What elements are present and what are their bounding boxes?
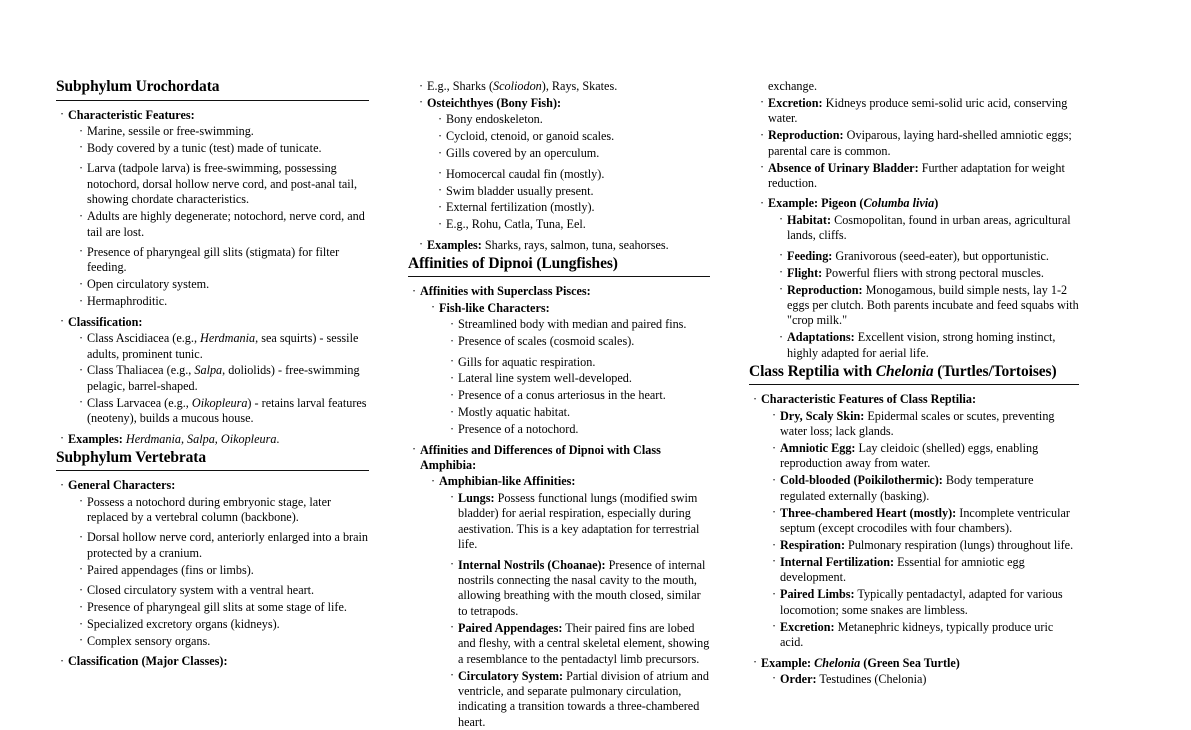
list-item-presence-of-pharyngeal-gill-slits-at-some-st: [79, 600, 369, 615]
list-item-flight: [779, 266, 1079, 281]
bullet-icon: ·: [772, 586, 777, 601]
item-text: Cosmopolitan, found in urban areas, agricultural lands, cliffs.: [787, 212, 1071, 243]
item-text: Lateral line system well-developed.: [458, 371, 632, 386]
bullet-icon: ·: [450, 490, 455, 505]
bullet-icon: ·: [779, 282, 784, 297]
item-label: Habitat:: [787, 212, 832, 227]
item-label: Classification (Major Classes):: [68, 654, 228, 669]
list-item-dry-scaly-skin: [772, 409, 1079, 440]
bullet-icon: ·: [753, 391, 758, 406]
item-label: Examples:: [68, 431, 123, 446]
list-item-example-chelonia-green-sea-turtle: [753, 656, 1079, 688]
item-text: Class Thaliacea (e.g., Salpa, doliolids) - free-swimming pelagic, barrel-shaped.: [87, 363, 360, 393]
bullet-icon: ·: [60, 653, 65, 668]
item-text: Kidneys produce semi-solid uric acid, conserving water.: [768, 95, 1068, 126]
bullet-icon: ·: [450, 620, 455, 635]
item-text: Hermaphroditic.: [87, 294, 168, 309]
list-item-possess-a-notochord-during-embryonic-stage-l: [79, 495, 369, 526]
list-item-paired-appendages: [450, 621, 710, 667]
list-item-exchange: [760, 79, 1079, 94]
list-item-presence-of-a-conus-arteriosus-in-the-heart: [450, 388, 710, 403]
bullet-icon: ·: [438, 183, 443, 198]
item-text: Gills covered by an operculum.: [446, 146, 600, 161]
text-column-3: [738, 78, 1079, 686]
bullet-icon: ·: [79, 494, 84, 509]
bullet-icon: ·: [772, 671, 777, 686]
bullet-icon: ·: [760, 195, 765, 210]
item-text: Possess a notochord during embryonic stage, later replaced by a vertebral column (backbone).: [87, 494, 332, 524]
bullet-icon: ·: [779, 248, 784, 263]
item-text: Adults are highly degenerate; notochord, nerve cord, and tail are lost.: [87, 209, 365, 239]
bullet-icon: ·: [772, 537, 777, 552]
item-text: Class Ascidiacea (e.g., Herdmania, sea squirts) - sessile adults, prominent tunic.: [87, 331, 359, 361]
item-text: Their paired fins are lobed and fleshy, with a central skeletal element, showing a resemblance to the pentadactyl limb precursors.: [458, 620, 710, 666]
bullet-icon: ·: [753, 655, 758, 670]
list-item-general-characters: [60, 478, 369, 649]
list-item-adults-are-highly-degenerate-notochord-nerve: [79, 209, 369, 240]
item-label: Amphibian-like Affinities:: [439, 474, 576, 489]
item-label: Flight:: [787, 265, 823, 280]
bullet-icon: ·: [772, 408, 777, 423]
item-label: Characteristic Features of Class Reptilia:: [761, 392, 977, 407]
list-item-lungs: [450, 491, 710, 553]
list-item-homocercal-caudal-fin-mostly: [438, 167, 710, 182]
item-text: Herdmania, Salpa, Oikopleura.: [125, 431, 280, 446]
item-text: Dorsal hollow nerve cord, anteriorly enlarged into a brain protected by a cranium.: [87, 530, 369, 560]
list-item-habitat: [779, 213, 1079, 244]
bullet-list-level-2: [420, 474, 710, 730]
item-text: Typically pentadactyl, adapted for various locomotion; some snakes are limbless.: [780, 587, 1063, 617]
bullet-icon: ·: [419, 95, 424, 110]
item-text: Presence of scales (cosmoid scales).: [458, 334, 635, 349]
bullet-list-level-3: [439, 317, 710, 437]
bullet-icon: ·: [450, 316, 455, 331]
list-item-hermaphroditic: [79, 294, 369, 309]
bullet-list-level-2: [68, 495, 369, 650]
list-item-amphibian-like-affinities: [431, 474, 710, 730]
list-item-e-g-rohu-catla-tuna-eel: [438, 217, 710, 232]
item-label: Three-chambered Heart (mostly):: [780, 505, 957, 520]
bullet-icon: ·: [450, 354, 455, 368]
item-label: Adaptations:: [787, 330, 855, 345]
list-item-presence-of-scales-cosmoid-scales: [450, 334, 710, 349]
bullet-icon: ·: [79, 582, 84, 597]
item-text: Cycloid, ctenoid, or ganoid scales.: [446, 129, 615, 144]
bullet-list-level-1: [56, 108, 369, 447]
bullet-icon: ·: [79, 244, 84, 259]
bullet-icon: ·: [450, 333, 455, 348]
bullet-icon: ·: [760, 160, 765, 175]
list-item-adaptations: [779, 330, 1079, 361]
item-text: Body covered by a tunic (test) made of tunicate.: [87, 140, 322, 155]
item-text: Essential for amniotic egg development.: [780, 554, 1025, 585]
item-text: Epidermal scales or scutes, preventing water loss; lack glands.: [780, 408, 1055, 439]
heading-underline-rule: [408, 276, 710, 277]
list-item-classification: [60, 315, 369, 427]
item-label: Osteichthyes (Bony Fish):: [427, 95, 562, 110]
item-text: Possess functional lungs (modified swim bladder) for aerial respiration, especially during aestivation. This is a key adaptation for terrestrial life.: [458, 490, 700, 552]
item-text: Specialized excretory organs (kidneys).: [87, 617, 280, 631]
bullet-icon: ·: [772, 440, 777, 455]
list-item-reproduction: [779, 283, 1079, 329]
bullet-icon: ·: [450, 557, 455, 572]
list-item-amniotic-egg: [772, 441, 1079, 472]
list-item-affinities-and-differences-of-dipnoi-with-cl: [412, 443, 710, 730]
bullet-icon: ·: [450, 387, 455, 402]
bullet-icon: ·: [779, 329, 784, 344]
bullet-icon: ·: [419, 78, 424, 93]
bullet-icon: ·: [431, 473, 436, 488]
item-text: Marine, sessile or free-swimming.: [87, 124, 254, 139]
bullet-icon: ·: [79, 395, 84, 410]
item-label: Respiration:: [780, 538, 845, 553]
item-text: Complex sensory organs.: [87, 633, 211, 648]
item-label: Excretion:: [780, 619, 835, 634]
list-item-three-chambered-heart-mostly: [772, 506, 1079, 537]
list-item-external-fertilization-mostly: [438, 200, 710, 215]
list-item-class-ascidiacea-e-g-herdmania-sea-squirts-s: [79, 331, 369, 362]
list-item-gills-for-aquatic-respiration: [450, 355, 710, 370]
item-label: Classification:: [68, 314, 143, 329]
item-text: Swim bladder usually present.: [446, 183, 594, 198]
bullet-icon: ·: [79, 123, 84, 138]
item-label: Reproduction:: [768, 128, 844, 143]
bullet-icon: ·: [60, 107, 65, 122]
bullet-icon: ·: [79, 330, 84, 345]
item-text: Presence of pharyngeal gill slits (stigmata) for filter feeding.: [87, 244, 340, 275]
item-text: Presence of a notochord.: [458, 422, 579, 437]
item-text: Gills for aquatic respiration.: [458, 354, 596, 369]
list-item-larva-tadpole-larva-is-free-swimming-possess: [79, 161, 369, 207]
list-item-characteristic-features: [60, 108, 369, 310]
list-item-paired-appendages-fins-or-limbs: [79, 563, 369, 578]
bullet-icon: ·: [79, 160, 84, 175]
list-item-marine-sessile-or-free-swimming: [79, 124, 369, 139]
bullet-icon: ·: [779, 212, 784, 227]
bullet-icon: ·: [779, 265, 784, 280]
heading-underline-rule: [56, 100, 369, 101]
item-text: Streamlined body with median and paired fins.: [458, 317, 687, 332]
item-label: Circulatory System:: [458, 668, 564, 683]
item-text: E.g., Sharks (Scoliodon), Rays, Skates.: [427, 79, 618, 93]
item-text: Lay cleidoic (shelled) eggs, enabling reproduction away from water.: [780, 441, 1039, 471]
bullet-icon: ·: [772, 505, 777, 520]
list-item-excretion: [760, 96, 1079, 127]
item-label: Absence of Urinary Bladder:: [768, 160, 919, 175]
item-text: Open circulatory system.: [87, 277, 210, 292]
list-item-absence-of-urinary-bladder: [760, 161, 1079, 192]
bullet-icon: ·: [79, 293, 84, 308]
list-item-affinities-with-superclass-pisces: [412, 284, 710, 437]
bullet-icon: ·: [79, 276, 84, 291]
item-text: Paired appendages (fins or limbs).: [87, 562, 254, 577]
bullet-list-level-1: [749, 392, 1079, 687]
item-text: Granivorous (seed-eater), but opportunistic.: [832, 248, 1049, 263]
item-text: Testudines (Chelonia): [816, 671, 927, 686]
list-item-open-circulatory-system: [79, 277, 369, 292]
bullet-icon: ·: [438, 216, 443, 231]
list-item-paired-limbs: [772, 587, 1079, 618]
item-label: Cold-blooded (Poikilothermic):: [780, 473, 943, 488]
text-column-2: [397, 78, 738, 729]
list-item-swim-bladder-usually-present: [438, 184, 710, 199]
bullet-list-level-3: [427, 112, 710, 232]
bullet-list-level-2: [68, 331, 369, 427]
item-label: Affinities with Superclass Pisces:: [420, 284, 591, 299]
list-item-reproduction: [760, 128, 1079, 159]
bullet-list-level-1: [56, 478, 369, 670]
list-item-complex-sensory-organs: [79, 634, 369, 649]
item-label: General Characters:: [68, 478, 176, 493]
bullet-icon: ·: [79, 562, 84, 577]
bullet-icon: ·: [450, 668, 455, 683]
section-heading-affinities-of-dipnoi-lungfishes: Affinities of Dipnoi (Lungfishes): [408, 254, 618, 272]
list-item-bony-endoskeleton: [438, 112, 710, 127]
bullet-icon: ·: [412, 283, 417, 298]
bullet-icon: ·: [438, 128, 443, 143]
bullet-icon: ·: [60, 314, 65, 329]
list-item-presence-of-a-notochord: [450, 422, 710, 437]
list-item-example-pigeon-columba-livia: [760, 196, 1079, 361]
item-text: Partial division of atrium and ventricle, and separate pulmonary circulation, indicating a transition towards a three-chambered heart.: [458, 668, 709, 729]
item-label: Paired Limbs:: [780, 587, 855, 602]
text-column-1: [56, 78, 397, 669]
bullet-icon: ·: [438, 166, 443, 181]
section-heading-subphylum-vertebrata: Subphylum Vertebrata: [56, 448, 207, 466]
item-text: Bony endoskeleton.: [446, 112, 543, 127]
item-text: Homocercal caudal fin (mostly).: [446, 166, 605, 181]
list-item-e-g-sharks-scoliodon-rays-skates: [419, 79, 710, 94]
list-item-fish-like-characters: [431, 301, 710, 438]
bullet-icon: ·: [79, 208, 84, 223]
bullet-icon: ·: [79, 529, 84, 544]
list-item-order: [772, 672, 1079, 687]
bullet-icon: ·: [760, 127, 765, 142]
bullet-icon: ·: [60, 431, 65, 446]
bullet-icon: ·: [419, 237, 424, 252]
bullet-icon: ·: [450, 370, 455, 385]
list-item-internal-nostrils-choanae: [450, 558, 710, 620]
item-label: Example: Chelonia (Green Sea Turtle): [761, 655, 960, 670]
item-text: External fertilization (mostly).: [446, 200, 595, 215]
list-item-presence-of-pharyngeal-gill-slits-stigmata-f: [79, 245, 369, 276]
list-item-examples: [60, 432, 369, 447]
bullet-icon: ·: [79, 633, 84, 648]
bullet-icon: ·: [438, 111, 443, 126]
list-item-body-covered-by-a-tunic-test-made-of-tunicat: [79, 141, 369, 156]
list-item-feeding: [779, 249, 1079, 264]
item-text: Monogamous, build simple nests, lay 1-2 eggs per clutch. Both parents incubate and feed squabs with "crop milk.": [787, 282, 1079, 328]
bullet-icon: ·: [412, 442, 417, 457]
item-text: Larva (tadpole larva) is free-swimming, possessing notochord, dorsal hollow nerve cord, and post-anal tail, showing chordate characteristics.: [87, 161, 358, 207]
item-label: Dry, Scaly Skin:: [780, 408, 865, 423]
list-item-cold-blooded-poikilothermic: [772, 473, 1079, 504]
bullet-list-level-2: [749, 79, 1079, 361]
section-heading-subphylum-urochordata: Subphylum Urochordata: [56, 78, 220, 95]
bullet-icon: ·: [772, 472, 777, 487]
list-item-lateral-line-system-well-developed: [450, 371, 710, 386]
item-label: Excretion:: [768, 95, 823, 110]
item-text: Closed circulatory system with a ventral heart.: [87, 583, 315, 598]
item-label: Internal Fertilization:: [780, 554, 895, 569]
bullet-list-level-3: [439, 491, 710, 730]
list-item-circulatory-system: [450, 669, 710, 730]
bullet-list-level-2: [420, 301, 710, 438]
bullet-list-level-3: [408, 79, 710, 253]
list-item-respiration: [772, 538, 1079, 553]
bullet-icon: ·: [772, 554, 777, 569]
bullet-icon: ·: [60, 477, 65, 492]
list-item-osteichthyes-bony-fish: [419, 96, 710, 233]
bullet-icon: ·: [431, 300, 436, 315]
item-label: Characteristic Features:: [68, 107, 195, 122]
item-text: Mostly aquatic habitat.: [458, 405, 571, 420]
heading-underline-rule: [749, 384, 1079, 385]
item-text: Pulmonary respiration (lungs) throughout life.: [845, 538, 1074, 553]
bullet-icon: ·: [79, 140, 84, 155]
bullet-icon: ·: [772, 619, 777, 634]
bullet-icon: ·: [760, 95, 765, 110]
heading-underline-rule: [56, 470, 369, 471]
list-item-characteristic-features-of-class-reptilia: [753, 392, 1079, 650]
bullet-list-level-1: [408, 284, 710, 730]
list-item-cycloid-ctenoid-or-ganoid-scales: [438, 129, 710, 144]
list-item-mostly-aquatic-habitat: [450, 405, 710, 420]
list-item-streamlined-body-with-median-and-paired-fins: [450, 317, 710, 332]
bullet-list-level-2: [768, 213, 1079, 361]
list-item-excretion: [772, 620, 1079, 651]
list-item-class-larvacea-e-g-oikopleura-retains-larval: [79, 396, 369, 427]
list-item-gills-covered-by-an-operculum: [438, 146, 710, 161]
list-item-class-thaliacea-e-g-salpa-doliolids-free-swi: [79, 363, 369, 394]
list-item-closed-circulatory-system-with-a-ventral-hea: [79, 583, 369, 598]
bullet-list-level-2: [761, 672, 1079, 687]
item-label: Paired Appendages:: [458, 620, 563, 635]
list-item-dorsal-hollow-nerve-cord-anteriorly-enlarged: [79, 530, 369, 561]
item-label: Amniotic Egg:: [780, 441, 856, 456]
list-item-internal-fertilization: [772, 555, 1079, 586]
item-text: Presence of a conus arteriosus in the heart.: [458, 388, 666, 403]
item-text: Incomplete ventricular septum (except crocodiles with four chambers).: [780, 505, 1070, 536]
item-text: Powerful fliers with strong pectoral muscles.: [822, 265, 1044, 280]
item-text: Class Larvacea (e.g., Oikopleura) - retains larval features (neoteny), builds a mucous house.: [87, 395, 367, 426]
item-text: E.g., Rohu, Catla, Tuna, Eel.: [446, 217, 586, 232]
bullet-icon: ·: [79, 616, 84, 631]
bullet-icon: ·: [79, 362, 84, 377]
item-label: Lungs:: [458, 490, 495, 505]
bullet-list-level-2: [761, 409, 1079, 651]
list-item-examples: [419, 238, 710, 253]
item-label: Affinities and Differences of Dipnoi with Class Amphibia:: [420, 442, 661, 473]
item-text: Sharks, rays, salmon, tuna, seahorses.: [481, 237, 669, 252]
bullet-list-level-2: [68, 124, 369, 310]
item-label: Internal Nostrils (Choanae):: [458, 557, 606, 572]
item-text: Excellent vision, strong homing instinct, highly adapted for aerial life.: [787, 330, 1056, 360]
bullet-icon: ·: [438, 199, 443, 214]
bullet-icon: ·: [450, 404, 455, 419]
item-label: Examples:: [427, 237, 482, 252]
item-label: Example: Pigeon (Columba livia): [768, 196, 939, 211]
item-text: Oviparous, laying hard-shelled amniotic eggs; parental care is common.: [768, 128, 1072, 158]
item-text: Presence of pharyngeal gill slits at some stage of life.: [87, 600, 347, 615]
item-text: Presence of internal nostrils connecting the nasal cavity to the mouth, allowing breathing with the mouth closed, similar to tetrapods.: [458, 557, 706, 618]
item-label: Reproduction:: [787, 282, 863, 297]
list-item-classification-major-classes: [60, 654, 369, 669]
item-label: Order:: [780, 671, 817, 686]
list-item-specialized-excretory-organs-kidneys: [79, 617, 369, 632]
bullet-icon: ·: [79, 599, 84, 614]
item-text: Body temperature regulated externally (basking).: [780, 473, 1034, 503]
bullet-icon: ·: [450, 421, 455, 436]
item-text: exchange.: [768, 79, 818, 93]
section-heading-class-reptilia-with-chelonia-turtles-tortois: Class Reptilia with Chelonia (Turtles/Tortoises): [749, 362, 1057, 380]
item-text: Metanephric kidneys, typically produce uric acid.: [780, 619, 1054, 650]
item-label: Fish-like Characters:: [439, 300, 550, 315]
item-text: Further adaptation for weight reduction.: [768, 160, 1065, 191]
bullet-icon: ·: [438, 145, 443, 160]
item-label: Feeding:: [787, 248, 833, 263]
